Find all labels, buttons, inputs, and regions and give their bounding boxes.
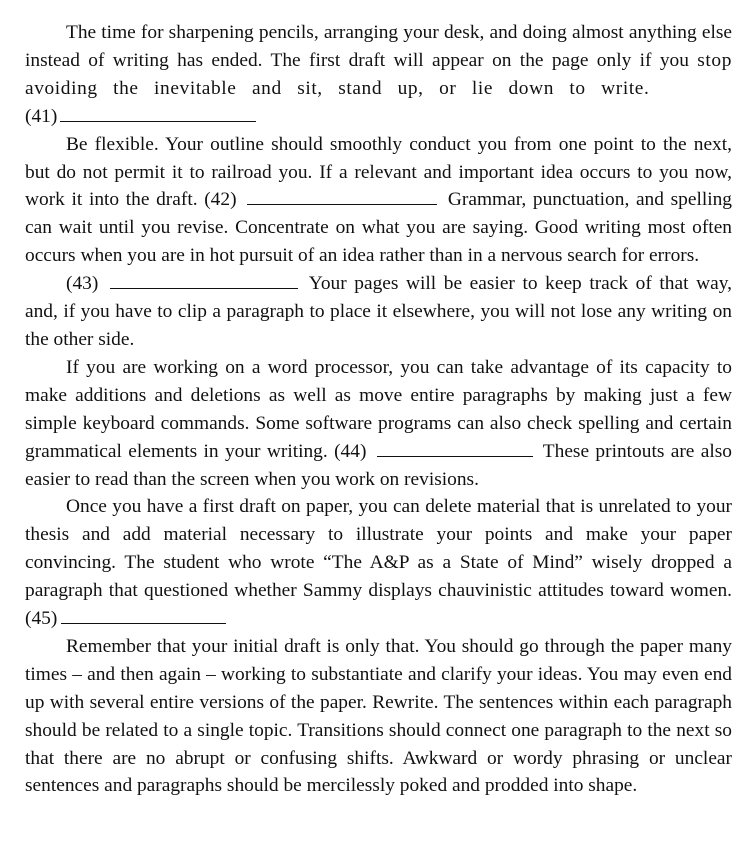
paragraph-4 xyxy=(25,354,732,494)
paragraph-1 xyxy=(25,19,732,131)
paragraph-5-text-before: Once you have a first draft on paper, you can delete material that is unrelated to your thesis and add material necessary to illustrate your points and make your paper convincing. The student who wrote “The A&P as a State of Mind” wisely dropped a paragraph that questioned whether Sammy displays chauvinistic attitudes toward women. xyxy=(25,496,732,602)
paragraph-1-spaced-line: stop avoiding the inevitable and sit, stand up, or lie down to write. xyxy=(25,49,732,99)
paragraph-6 xyxy=(25,633,732,800)
question-41-number: (41) xyxy=(25,105,58,127)
answer-blank-45[interactable] xyxy=(61,605,226,624)
paragraph-2-text-after: Grammar, punctuation, and spelling can wait until you revise. Concentrate on what you are saying. Good writing most often occurs when you are in hot pursuit of an idea rather than in a nervous search for errors. xyxy=(25,189,733,267)
answer-blank-44[interactable] xyxy=(377,438,533,457)
paragraph-3-text-after: Your pages will be easier to keep track of that way, and, if you have to clip a paragraph to place it elsewhere, you will not lose any writing on the other side. xyxy=(25,273,732,350)
paragraph-2-text-before: Be flexible. Your outline should smoothly conduct you from one point to the next, but do not permit it to railroad you. If a relevant and important idea occurs to you now, work it into the draft. xyxy=(25,133,732,211)
paragraph-3 xyxy=(25,270,732,354)
paragraph-6-text: Remember that your initial draft is only that. You should go through the paper many times – and then again – working to substantiate and clarify your ideas. You may even end up with several entire versions of the paper. Rewrite. The sentences within each paragraph should be related to a single topic. Transitions should connect one paragraph to the next so that there are no abrupt or confusing shifts. Awkward or wordy phrasing or unclear sentences and paragraphs should be mercilessly poked and prodded into shape. xyxy=(25,635,732,797)
answer-blank-41[interactable] xyxy=(60,103,256,122)
question-42-number: (42) xyxy=(204,189,237,211)
answer-blank-42[interactable] xyxy=(247,186,437,205)
question-44-number: (44) xyxy=(334,440,367,462)
paragraph-4-text-after: These printouts are also easier to read than the screen when you work on revisions. xyxy=(25,440,732,490)
paragraph-5 xyxy=(25,493,732,633)
paragraph-1-text: The time for sharpening pencils, arranging your desk, and doing almost anything else instead of writing has ended. The first draft will appear on the page only if you xyxy=(25,22,732,71)
question-43-number: (43) xyxy=(66,273,99,295)
answer-blank-43[interactable] xyxy=(110,270,298,289)
paragraph-2 xyxy=(25,131,732,271)
paragraph-4-text-before: If you are working on a word processor, you can take advantage of its capacity to make additions and deletions as well as move entire paragraphs by making just a few simple keyboard commands. Some software programs can also check spelling and certain grammatical elements in your writing. xyxy=(25,356,732,462)
question-45-number: (45) xyxy=(25,608,58,630)
